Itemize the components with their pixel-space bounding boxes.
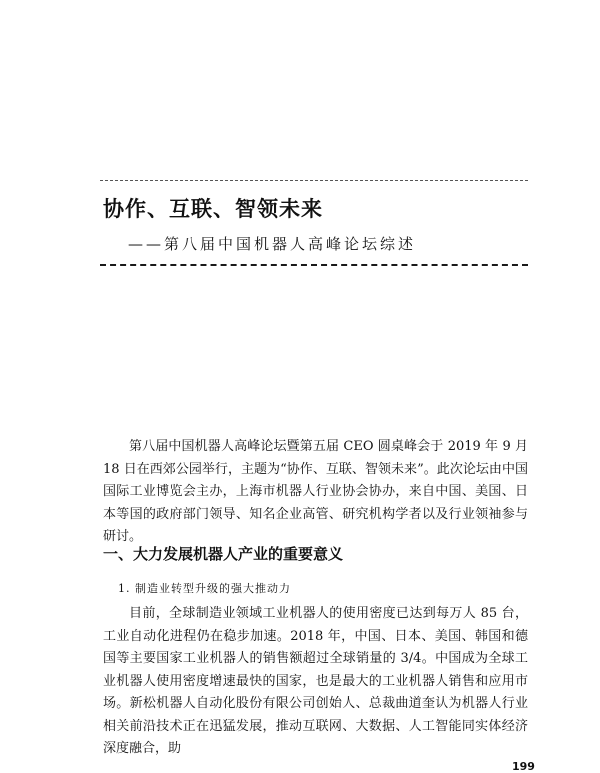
body-paragraph: 目前，全球制造业领域工业机器人的使用密度已达到每万人 85 台，工业自动化进程仍在稳步加速。2018 年，中国、日本、美国、韩国和德国等主要国家工业机器人的销售额超过全球销量的 3/4。中国成为全球工业机器人使用密度增速最快的国家，也是最大的工业机器人销售和应用市场。新松机器人自动化股份有限公司创始人、总裁曲道奎认为机器人行业相关前沿技术正在迅猛发展，推动互联网、大数据、人工智能同实体经济深度融合，助 xyxy=(103,606,528,756)
top-divider xyxy=(100,180,528,181)
intro-paragraph: 第八届中国机器人高峰论坛暨第五届 CEO 圆桌峰会于 2019 年 9 月 18 日在西郊公园举行，主题为“协作、互联、智领未来”。此次论坛由中国国际工业博览会主办，上海市机器人行业协会协办，来自中国、美国、日本等国的政府部门领导、知名企业高管、研究机构学者以及行业领袖参与研讨。 xyxy=(103,439,528,544)
title-divider xyxy=(100,264,528,266)
section-heading: 一、大力发展机器人产业的重要意义 xyxy=(103,545,344,563)
subsection-heading: 1. 制造业转型升级的强大推动力 xyxy=(118,582,291,595)
article-subtitle: ——第八届中国机器人高峰论坛综述 xyxy=(128,235,417,253)
page-number: 199 xyxy=(512,760,535,773)
article-title: 协作、互联、智领未来 xyxy=(103,197,323,221)
